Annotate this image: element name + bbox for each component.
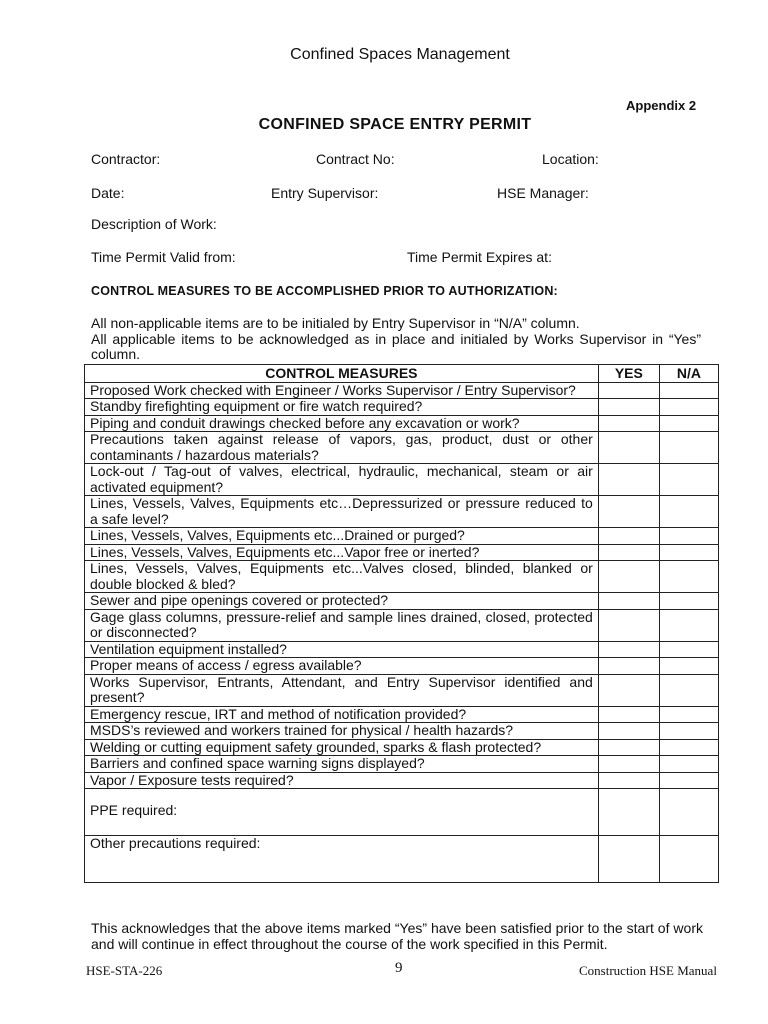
control-measure-item: Vapor / Exposure tests required? [85,772,599,789]
yes-cell[interactable] [598,382,659,399]
yes-cell[interactable] [598,399,659,416]
control-measures-heading: CONTROL MEASURES TO BE ACCOMPLISHED PRIOR TO AUTHORIZATION: [91,284,558,298]
yes-cell[interactable] [598,544,659,561]
appendix-label: Appendix 2 [626,98,697,113]
control-measure-item: Emergency rescue, IRT and method of notification provided? [85,706,599,723]
ppe-required-field: PPE required: [85,789,599,836]
table-row [85,432,719,464]
yes-cell[interactable] [598,593,659,610]
time-valid-from-field: Time Permit Valid from: [91,249,236,265]
na-cell[interactable] [659,674,718,706]
yes-cell[interactable] [598,706,659,723]
yes-cell[interactable] [598,658,659,675]
yes-cell[interactable] [598,561,659,593]
header-yes: YES [598,365,659,383]
time-expires-at-field: Time Permit Expires at: [407,249,552,265]
table-row [85,609,719,641]
na-cell[interactable] [659,561,718,593]
table-row [85,399,719,416]
control-measure-item: Works Supervisor, Entrants, Attendant, and Entry Supervisor identified and present? [85,674,599,706]
description-of-work-field: Description of Work: [91,216,217,232]
na-cell[interactable] [659,836,718,883]
permit-title: CONFINED SPACE ENTRY PERMIT [258,116,532,133]
table-row [85,561,719,593]
na-cell[interactable] [659,528,718,545]
yes-cell[interactable] [598,464,659,496]
yes-cell[interactable] [598,836,659,883]
na-cell[interactable] [659,641,718,658]
control-measure-item: Lock-out / Tag-out of valves, electrical, hydraulic, mechanical, steam or air activated equipment? [85,464,599,496]
table-header-row [85,365,719,383]
control-measures-table [84,364,719,883]
date-field: Date: [91,185,125,201]
na-cell[interactable] [659,382,718,399]
control-measure-item: Piping and conduit drawings checked before any excavation or work? [85,415,599,432]
ppe-row [85,789,719,836]
other-precautions-row [85,836,719,883]
yes-cell[interactable] [598,496,659,528]
na-cell[interactable] [659,544,718,561]
na-cell[interactable] [659,658,718,675]
acknowledgement-text: This acknowledges that the above items marked “Yes” have been satisfied prior to the start of work and will continue in effect throughout the course of the work specified in this Permit. [91,920,703,952]
control-measure-item: MSDS’s reviewed and workers trained for physical / health hazards? [85,723,599,740]
table-row [85,415,719,432]
table-row [85,772,719,789]
other-precautions-field: Other precautions required: [85,836,599,883]
control-measure-item: Lines, Vessels, Valves, Equipments etc…Depressurized or pressure reduced to a safe level? [85,496,599,528]
header-control-measures: CONTROL MEASURES [85,365,599,383]
hse-manager-field: HSE Manager: [497,185,589,201]
yes-cell[interactable] [598,739,659,756]
table-row [85,641,719,658]
table-row [85,658,719,675]
na-cell[interactable] [659,496,718,528]
yes-cell[interactable] [598,641,659,658]
yes-cell[interactable] [598,415,659,432]
control-measure-item: Welding or cutting equipment safety grounded, sparks & flash protected? [85,739,599,756]
na-cell[interactable] [659,464,718,496]
table-row [85,739,719,756]
na-cell[interactable] [659,772,718,789]
yes-cell[interactable] [598,756,659,773]
contractor-field: Contractor: [91,151,161,167]
control-measure-item: Lines, Vessels, Valves, Equipments etc...Valves closed, blinded, blanked or double blocked & bled? [85,561,599,593]
table-row [85,464,719,496]
table-row [85,674,719,706]
na-cell[interactable] [659,432,718,464]
na-cell[interactable] [659,723,718,740]
table-row [85,544,719,561]
na-cell[interactable] [659,706,718,723]
control-measure-item: Precautions taken against release of vapors, gas, product, dust or other contaminants / hazardous materials? [85,432,599,464]
na-cell[interactable] [659,593,718,610]
table-row [85,593,719,610]
table-row [85,723,719,740]
na-cell[interactable] [659,399,718,416]
table-row [85,382,719,399]
na-cell[interactable] [659,415,718,432]
yes-cell[interactable] [598,432,659,464]
page-header-title: Confined Spaces Management [290,46,510,63]
yes-cell[interactable] [598,674,659,706]
footer-manual-title: Construction HSE Manual [579,963,717,978]
control-measure-item: Lines, Vessels, Valves, Equipments etc...Vapor free or inerted? [85,544,599,561]
table-row [85,756,719,773]
control-measure-item: Standby firefighting equipment or fire watch required? [85,399,599,416]
header-na: N/A [659,365,718,383]
table-row [85,496,719,528]
contract-no-field: Contract No: [316,151,395,167]
control-measure-item: Ventilation equipment installed? [85,641,599,658]
na-cell[interactable] [659,756,718,773]
yes-cell[interactable] [598,528,659,545]
na-cell[interactable] [659,789,718,836]
entry-supervisor-field: Entry Supervisor: [271,185,379,201]
table-row [85,706,719,723]
instruction-yes: All applicable items to be acknowledged as in place and initialed by Works Supervisor in “Yes” column. [91,331,701,362]
control-measure-item: Gage glass columns, pressure-relief and sample lines drained, closed, protected or disconnected? [85,609,599,641]
control-measure-item: Proper means of access / egress available? [85,658,599,675]
yes-cell[interactable] [598,789,659,836]
yes-cell[interactable] [598,723,659,740]
location-field: Location: [542,151,599,167]
instruction-na: All non-applicable items are to be initialed by Entry Supervisor in “N/A” column. [91,315,580,331]
control-measure-item: Proposed Work checked with Engineer / Works Supervisor / Entry Supervisor? [85,382,599,399]
footer-doc-code: HSE-STA-226 [86,963,163,978]
na-cell[interactable] [659,609,718,641]
yes-cell[interactable] [598,609,659,641]
control-measure-item: Sewer and pipe openings covered or protected? [85,593,599,610]
control-measure-item: Lines, Vessels, Valves, Equipments etc...Drained or purged? [85,528,599,545]
table-row [85,528,719,545]
yes-cell[interactable] [598,772,659,789]
na-cell[interactable] [659,739,718,756]
control-measure-item: Barriers and confined space warning signs displayed? [85,756,599,773]
footer-page-number: 9 [395,960,403,976]
